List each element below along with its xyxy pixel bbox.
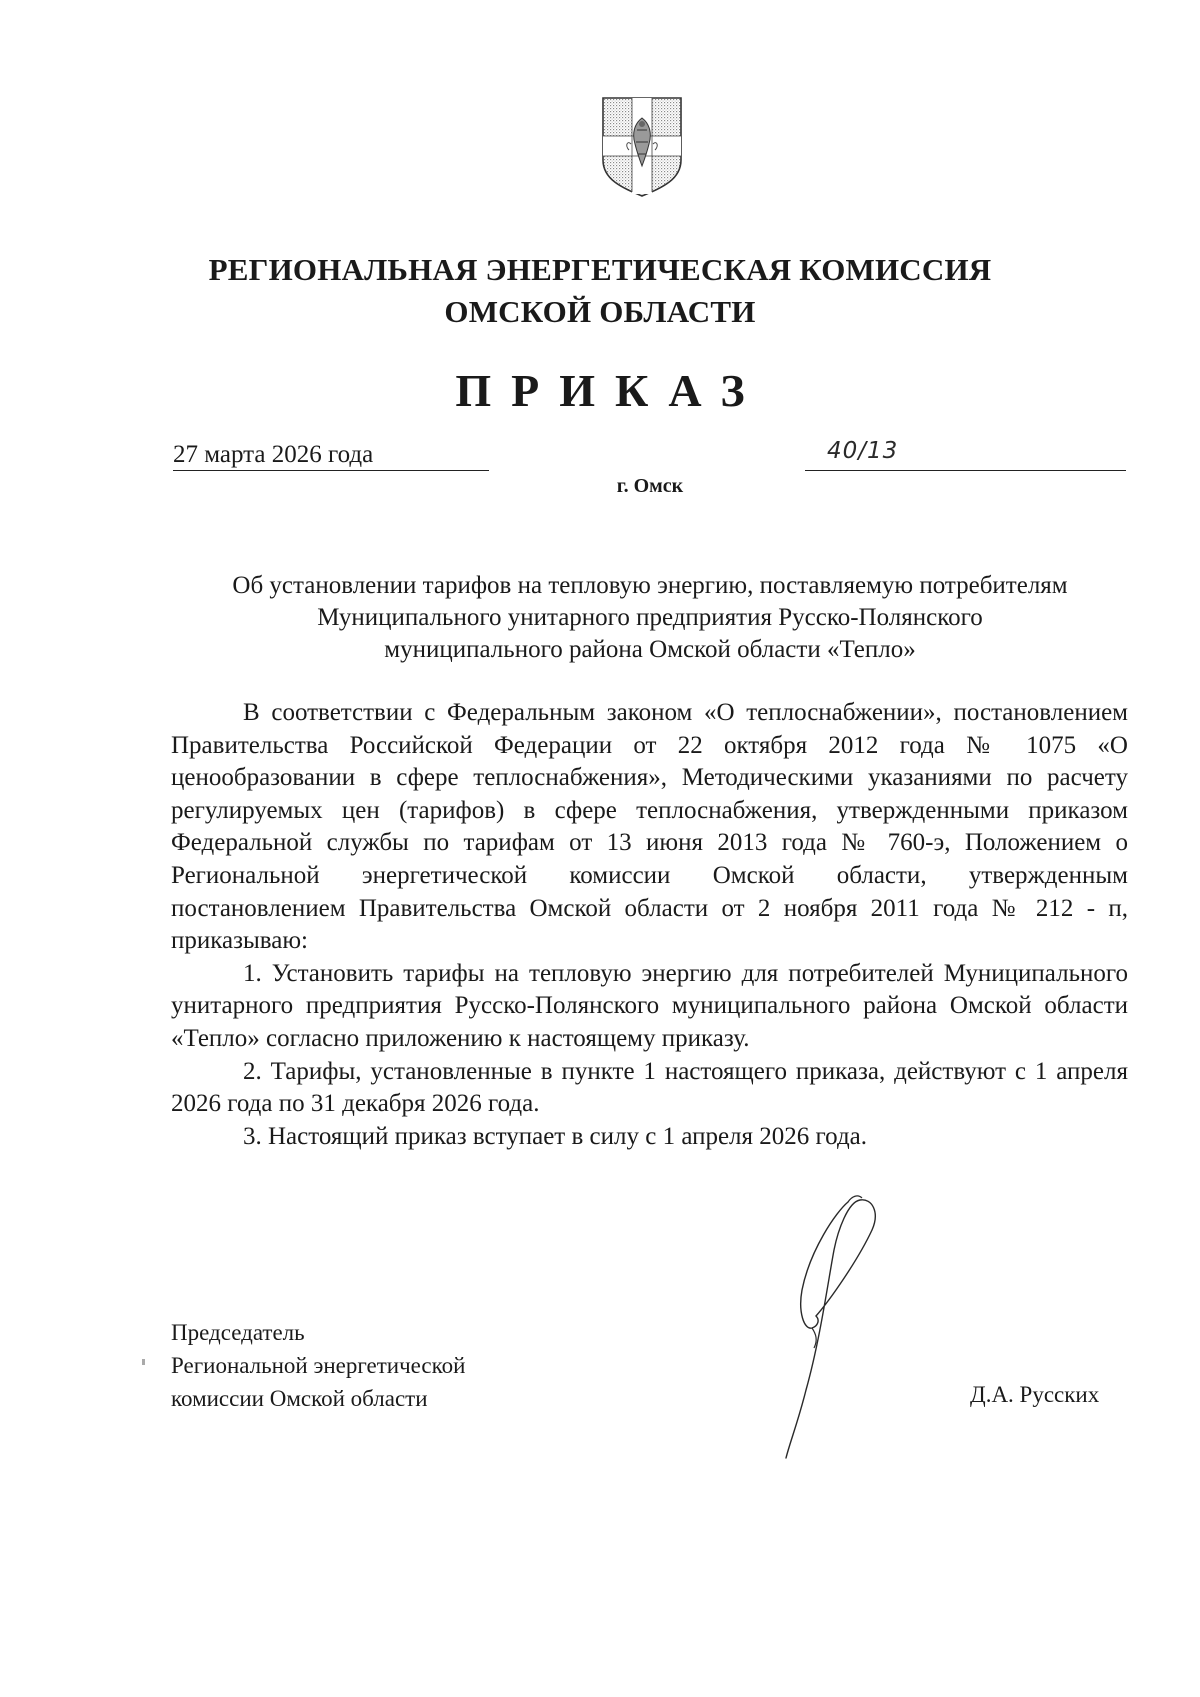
order-subject bbox=[150, 570, 1150, 666]
subject-line: Об установлении тарифов на тепловую энергию, поставляемую потребителям bbox=[232, 572, 1068, 599]
document-city: г. Омск bbox=[616, 475, 684, 497]
subject-line: Муниципального унитарного предприятия Русско-Полянского bbox=[317, 604, 983, 631]
order-body bbox=[171, 697, 1128, 1153]
organization-name-line1: РЕГИОНАЛЬНАЯ ЭНЕРГЕТИЧЕСКАЯ КОМИССИЯ bbox=[208, 252, 992, 287]
document-date-text: 27 марта 2026 года bbox=[173, 441, 374, 468]
document-number: 40/13 bbox=[827, 438, 899, 464]
document-date bbox=[173, 440, 489, 471]
order-item-1: 1. Установить тарифы на тепловую энергию для потребителей Муниципального унитарного предприятия Русско-Полянского муниципального района Омской области «Тепло» согласно приложению к настоящему приказу. bbox=[171, 959, 1128, 1052]
handwritten-signature bbox=[740, 1190, 920, 1470]
document-type-title: ПРИКАЗ bbox=[455, 365, 765, 416]
signatory-position-line: комиссии Омской области bbox=[171, 1386, 428, 1411]
signatory-position-line: Председатель bbox=[171, 1320, 305, 1345]
preamble-paragraph: В соответствии с Федеральным законом «О теплоснабжении», постановлением Правительства Российской Федерации от 22 октября 2012 года № 1075 «О ценообразовании в сфере теплоснабжения», Методическими указаниями по расчету регулируемых цен (тарифов) в сфере теплоснабжения, утвержденными приказом Федеральной службы по тарифам от 13 июня 2013 года № 760-э, Положением о Региональной энергетической комиссии Омской области, утвержденным постановлением Правительства Омской области от 2 ноября 2011 года № 212 - п, приказываю: bbox=[171, 699, 1128, 955]
order-item-3: 3. Настоящий приказ вступает в силу с 1 апреля 2026 года. bbox=[243, 1122, 868, 1150]
signatory-name: Д.А. Русских bbox=[970, 1382, 1100, 1407]
margin-mark bbox=[142, 1359, 145, 1365]
order-item-2: 2. Тарифы, установленные в пункте 1 настоящего приказа, действуют с 1 апреля 2026 года по 31 декабря 2026 года. bbox=[171, 1057, 1128, 1118]
signatory-position-line: Региональной энергетической bbox=[171, 1353, 466, 1378]
signatory-position bbox=[171, 1316, 465, 1415]
coat-of-arms-emblem bbox=[601, 96, 683, 198]
organization-name-line2: ОМСКОЙ ОБЛАСТИ bbox=[444, 294, 756, 329]
document-number-field bbox=[805, 440, 1126, 471]
subject-line: муниципального района Омской области «Тепло» bbox=[384, 636, 916, 663]
